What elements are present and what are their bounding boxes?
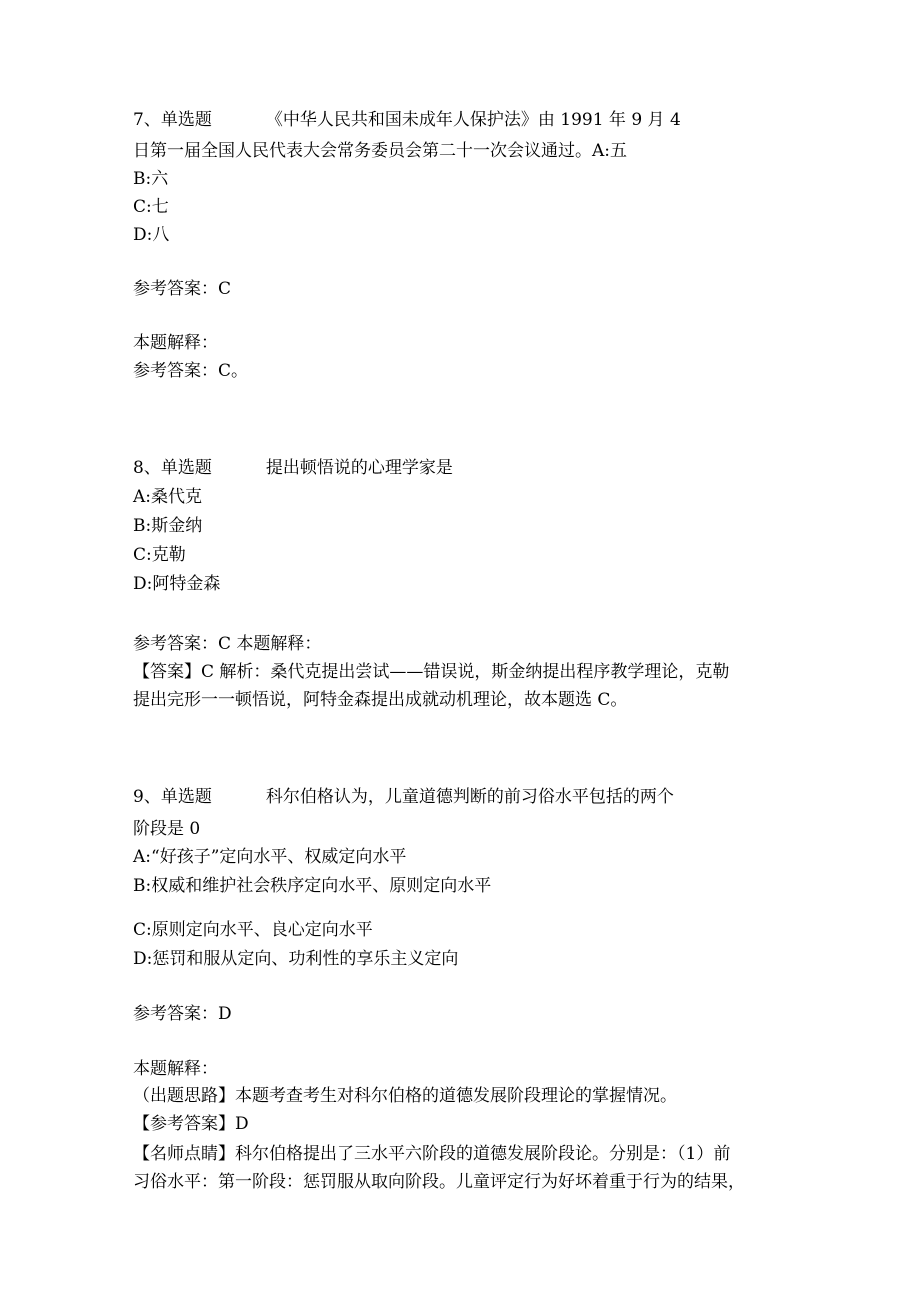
question-7-answer: 参考答案：C [133, 279, 232, 299]
question-8-option-b: B:斯金纳 [133, 516, 203, 536]
question-8-explanation-line-1: 【答案】C 解析：桑代克提出尝试——错误说，斯金纳提出程序教学理论，克勒 [133, 662, 730, 682]
question-7-stem-line-2: 日第一届全国人民代表大会常务委员会第二十一次会议通过。A:五 [133, 141, 628, 161]
question-8-explanation-line-2: 提出完形一一顿悟说，阿特金森提出成就动机理论，故本题选 C。 [133, 690, 628, 710]
question-9-explanation-line-3: 【名师点睛】科尔伯格提出了三水平六阶段的道德发展阶段论。分别是：（1）前 [133, 1144, 731, 1164]
question-9-explanation-line-1: （出题思路】本题考查考生对科尔伯格的道德发展阶段理论的掌握情况。 [133, 1086, 677, 1106]
question-9-option-b: B:权威和维护社会秩序定向水平、原则定向水平 [133, 876, 492, 896]
question-7-stem-line-1: 7、单选题 《中华人民共和国未成年人保护法》由 1991 年 9 月 4 [133, 110, 681, 130]
question-8-stem-line-1: 8、单选题 提出顿悟说的心理学家是 [133, 458, 453, 478]
question-9-option-d: D:惩罚和服从定向、功利性的享乐主义定向 [133, 949, 459, 969]
question-7-option-d: D:八 [133, 225, 170, 245]
question-9-option-a: A:“好孩子”定向水平、权威定向水平 [133, 847, 407, 867]
question-8-option-d: D:阿特金森 [133, 574, 221, 594]
question-9-explanation-line-4: 习俗水平：第一阶段：惩罚服从取向阶段。儿童评定行为好坏着重于行为的结果， [133, 1172, 745, 1192]
question-7-explanation-title: 本题解释： [133, 333, 218, 353]
question-7-option-c: C:七 [133, 197, 169, 217]
question-8-option-a: A:桑代克 [133, 487, 203, 507]
question-9-explanation-line-2: 【参考答案】D [133, 1114, 249, 1134]
question-7-explanation-line-1: 参考答案：C。 [133, 361, 249, 381]
question-9-option-c: C:原则定向水平、良心定向水平 [133, 920, 373, 940]
question-9-stem-line-1: 9、单选题 科尔伯格认为，儿童道德判断的前习俗水平包括的两个 [133, 787, 674, 807]
question-8-option-c: C:克勒 [133, 545, 186, 565]
question-9-answer: 参考答案：D [133, 1004, 232, 1024]
question-9-stem-line-2: 阶段是 0 [133, 819, 201, 839]
question-9-explanation-title: 本题解释： [133, 1059, 218, 1079]
question-7-option-b: B:六 [133, 169, 169, 189]
question-8-answer: 参考答案：C 本题解释： [133, 634, 322, 654]
